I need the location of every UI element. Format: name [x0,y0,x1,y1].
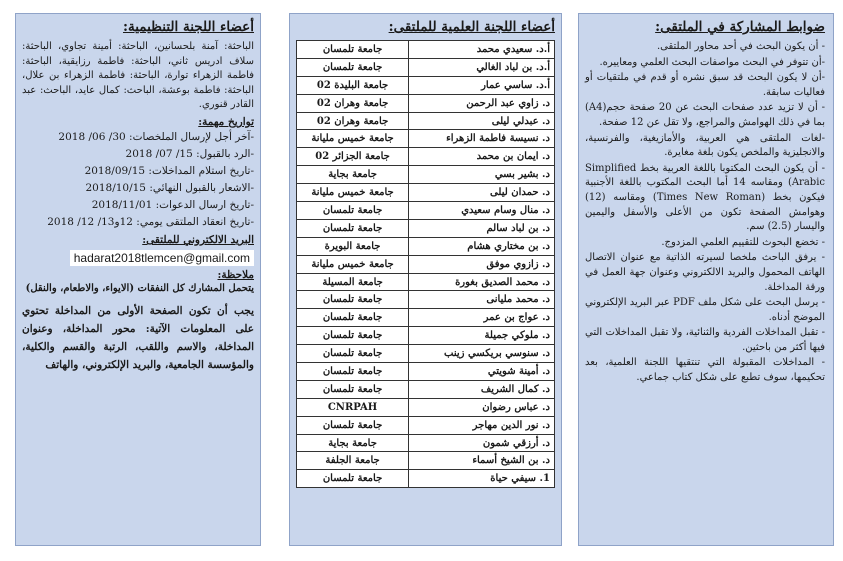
rule-item: - أن يكون البحث في أحد محاور الملتقى. [656,41,825,52]
committee-table [296,40,555,488]
member-name: د. عواج بن عمر [409,309,555,327]
table-row [297,345,555,363]
member-institution: جامعة تلمسان [297,202,409,220]
table-row [297,309,555,327]
rule-item: - أن لا تزيد عدد صفحات البحث عن 20 صفحة حجم(A4) بما في ذلك الهوامش والمراجع، ولا تقل عن 12 صفحة. [585,102,825,128]
important-dates-title: تواريخ مهمة: [198,115,254,128]
rule-item: -أن تتوفر في البحث مواصفات البحث العلمي ومعاييره. [599,56,825,68]
member-name: د. منال وسام سعيدي [409,202,555,220]
member-name: د. ملوكي جميلة [409,327,555,345]
member-institution: جامعة تلمسان [297,363,409,381]
table-row [297,130,555,148]
organizing-committee-title: أعضاء اللجنة التنظيمية: [123,19,254,35]
member-institution: جامعة تلمسان [297,309,409,327]
member-name: د. محمد مليانى [409,291,555,309]
table-row [297,237,555,255]
member-name: أ.د. سعيدي محمد [409,41,555,59]
scientific-committee-panel [289,13,562,546]
member-name: د. بن الشيخ أسماء [409,452,555,470]
table-row [297,327,555,345]
member-institution: جامعة وهران 02 [297,112,409,130]
table-row [297,452,555,470]
member-institution: جامعة بجاية [297,434,409,452]
rule-item: - تقبل المداخلات الفردية والثنائية، ولا تقبل المداخلات التي فيها أكثر من باحثين. [585,327,825,353]
member-name: د. عباس رضوان [409,398,555,416]
member-name: د. أمينة شويتي [409,363,555,381]
date-item: -الاشعار بالقبول النهائي: 2018/10/15 [85,181,254,194]
first-page-requirements: يجب أن تكون الصفحة الأولى من المداخلة تحتوي على المعلومات الآتية: محور المداخلة، وعنوان المداخلة، والاسم واللقب، الرتبة والقسم والكلية، والمؤسسة الجامعية، والبريد الإلكتروني، والهاتف [22,304,254,371]
table-row [297,255,555,273]
member-institution: جامعة خميس مليانة [297,255,409,273]
important-dates-list [22,129,254,231]
member-name: د. محمد الصديق بغورة [409,273,555,291]
rule-item: - أن يكون البحث المكتوبا باللغة العربية بخط Simplified (Arabic ومقاسه 14 أما البحث المكتوب باللغة الأجنبية فيكون بخط (Times New Roman) ومقاسه (12) وهوامش الصفحة تكون من الأعلى والأسفل واليمين واليسار (2.5) سم. [585,162,826,233]
table-row [297,41,555,59]
table-row [297,291,555,309]
member-institution: جامعة البويرة [297,237,409,255]
member-institution: جامعة وهران 02 [297,94,409,112]
table-row [297,470,555,488]
member-institution: جامعة تلمسان [297,416,409,434]
note-text: يتحمل المشارك كل النفقات (الايواء، والاطعام، والنقل) [25,282,254,294]
member-institution: جامعة تلمسان [297,58,409,76]
member-name: د. بن مختاري هشام [409,237,555,255]
table-row [297,112,555,130]
member-institution: جامعة تلمسان [297,41,409,59]
participation-rules-panel [578,13,834,546]
table-row [297,219,555,237]
table-row [297,416,555,434]
rule-item: - المداخلات المقبولة التي تنتقيها اللجنة العلمية، بعد تحكيمها، سوف تطبع على شكل كتاب جماعي. [585,357,825,384]
member-institution: جامعة تلمسان [297,291,409,309]
member-name: د. ايمان بن محمد [409,148,555,166]
table-row [297,363,555,381]
member-name: د. بن لباد سالم [409,219,555,237]
member-institution: جامعة المسيلة [297,273,409,291]
member-name: د. بشير بسي [409,166,555,184]
member-institution: جامعة خميس مليانة [297,130,409,148]
date-item: -آخر أجل لإرسال الملخصات: 30/ 06/ 2018 [58,130,254,143]
conference-email[interactable]: hadarat2018tlemcen@gmail.com [70,250,254,266]
participation-rules-title: ضوابط المشاركة في الملتقى: [655,19,825,35]
member-name: د. زاوي عبد الرحمن [409,94,555,112]
email-title: البريد الالكتروني للملتقى: [142,233,254,246]
scientific-committee-title: أعضاء اللجنة العلمية للملتقى: [388,19,555,35]
rule-item: - تخضع البحوث للتقييم العلمي المزدوج. [661,236,825,248]
note-title: ملاحظة: [217,268,254,281]
member-institution: جامعة البليدة 02 [297,76,409,94]
table-row [297,398,555,416]
member-institution: جامعة الجزائر 02 [297,148,409,166]
member-name: د. نور الدين مهاجر [409,416,555,434]
member-name: د. كمال الشريف [409,380,555,398]
member-institution: CNRPAH [297,398,409,416]
member-institution: جامعة خميس مليانة [297,184,409,202]
table-row [297,94,555,112]
member-institution: جامعة تلمسان [297,345,409,363]
member-institution: جامعة تلمسان [297,470,409,488]
member-name: د. سنوسي بريكسي زينب [409,345,555,363]
date-item: -الرد بالقبول: 15/ 07/ 2018 [125,147,254,160]
table-row [297,166,555,184]
table-row [297,148,555,166]
table-row [297,76,555,94]
member-institution: جامعة تلمسان [297,380,409,398]
rule-item: -لغات الملتقى هي العربية، والأمازيغية، والفرنسية، والانجليزية والملخص يكون بلغة مغايرة. [585,132,825,159]
member-institution: جامعة تلمسان [297,219,409,237]
date-item: -تاريخ استلام المداخلات: 2018/09/15 [84,164,254,177]
organizers-list: الباحثة: آمنة بلحسانين، الباحثة: أمينة تجاوي، الباحثة: سلاف ادريس ثاني، الباحثة: فاطمة رزايقية، الباحثة: فاطمة الزهراء توارة، الباحثة: فاطمة الزهراء بن علال، الباحثة: فاطمة بوعشة، الباحث: كمال عايد، الباحث: عبد القادر قنوري. [22,41,254,111]
member-name: د. حمدان ليلى [409,184,555,202]
rule-item: -أن لا يكون البحث قد سبق نشره أو قدم في ملتقيات أو فعاليات سابقة. [585,72,825,98]
table-row [297,184,555,202]
member-name: د. أرزقي شمون [409,434,555,452]
member-name: أ.د. بن لباد الغالي [409,58,555,76]
date-item: -تاريخ ارسال الدعوات: 2018/11/01 [91,198,254,211]
member-name: د. نسيسة فاطمة الزهراء [409,130,555,148]
member-name: د. عبدلي ليلى [409,112,555,130]
member-institution: جامعة الجلفة [297,452,409,470]
rule-item: - يرفق الباحث ملخصا لسيرته الذاتية مع عنوان الاتصال الهاتف المحمول والبريد الالكتروني وعنوان جهة العمل في ورقة المداخلة. [585,252,825,293]
member-name: د. زازوي موفق [409,255,555,273]
member-name: 1. سيفي حياة [409,470,555,488]
rules-list [585,40,825,386]
table-row [297,273,555,291]
table-row [297,58,555,76]
committee-table-body [297,41,555,488]
member-institution: جامعة بجاية [297,166,409,184]
organizing-committee-panel [15,13,261,546]
member-institution: جامعة تلمسان [297,327,409,345]
member-name: أ.د. ساسي عمار [409,76,555,94]
rule-item: - يرسل البحث على شكل ملف PDF عبر البريد الإلكتروني الموضح أدناه. [585,297,825,323]
date-item: -تاريخ انعقاد الملتقى يومي: 12و13/ 12/ 2018 [47,215,254,228]
table-row [297,380,555,398]
table-row [297,202,555,220]
table-row [297,434,555,452]
